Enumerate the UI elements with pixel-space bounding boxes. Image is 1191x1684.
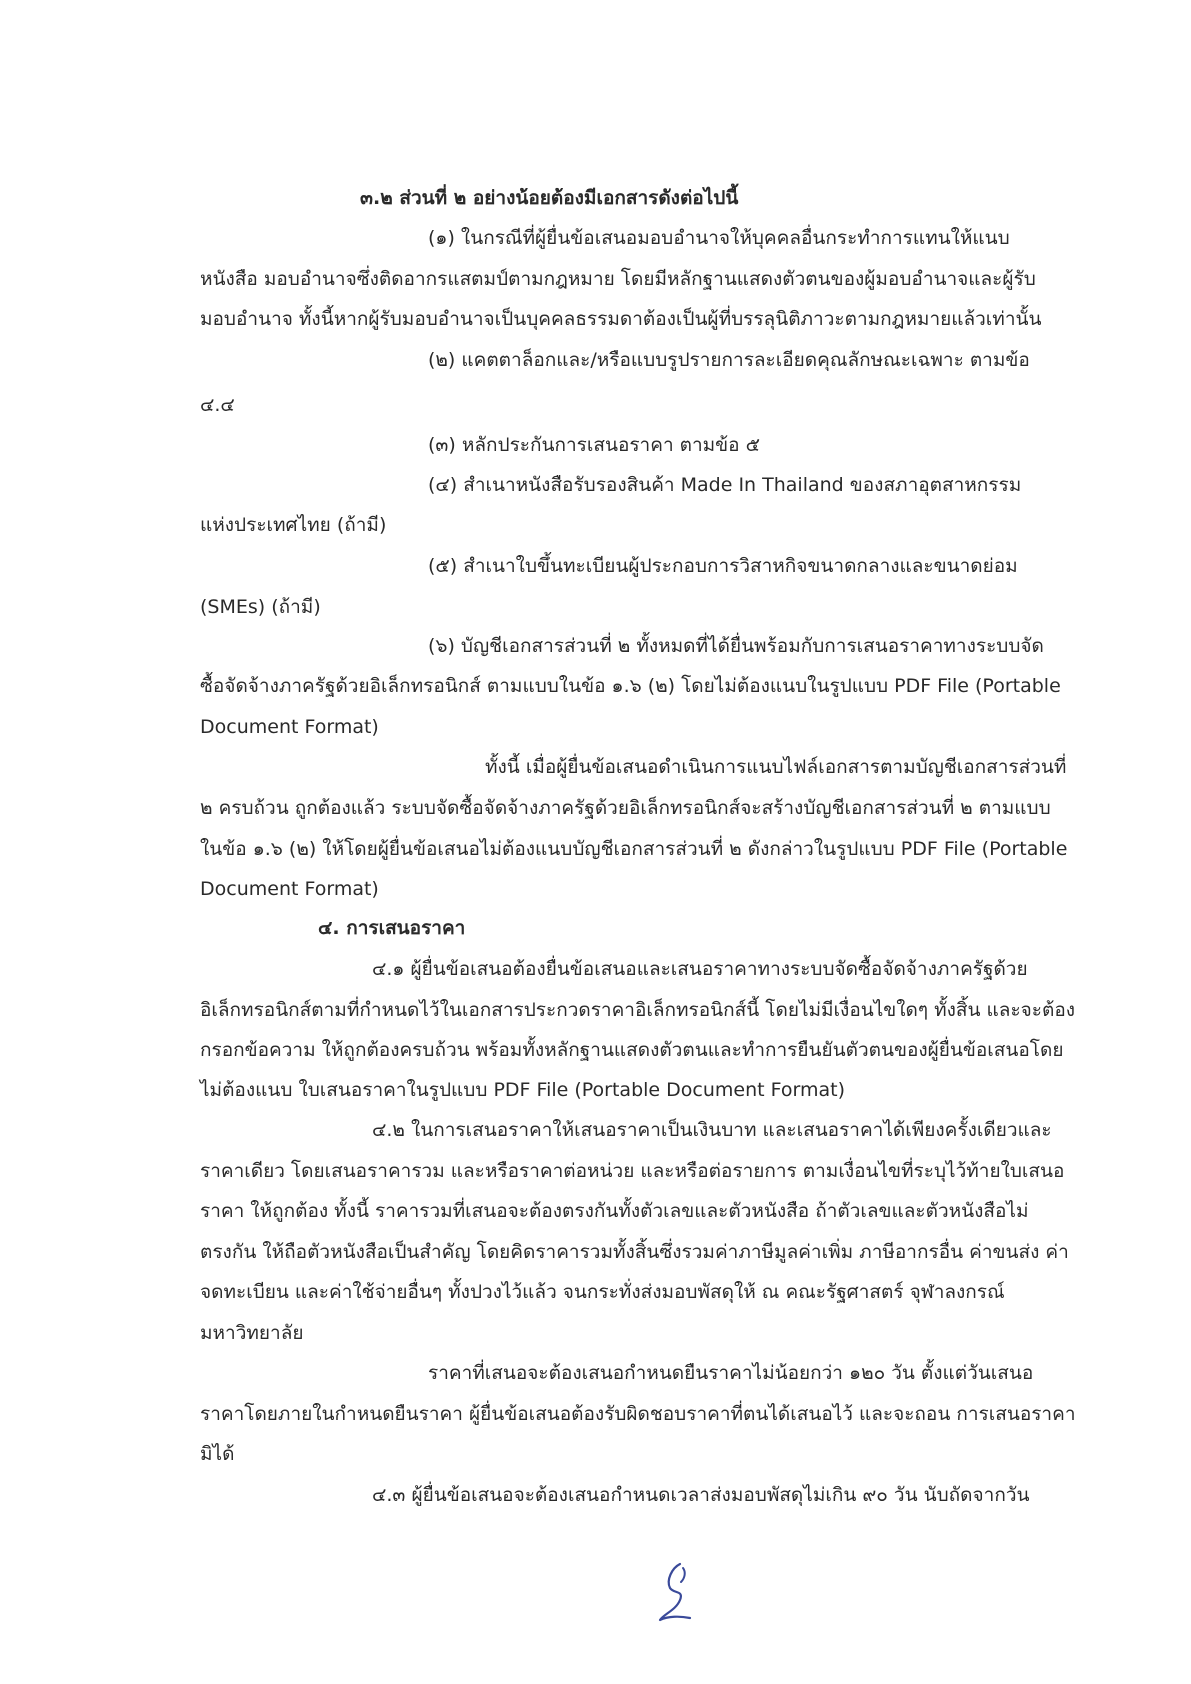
text-line-16: ๒ ครบถ้วน ถูกต้องแล้ว ระบบจัดซื้อจัดจ้างภาครัฐด้วยอิเล็กทรอนิกส์จะสร้างบัญชีเอกสารส่วนที่ ๒ ตามแบบ [200, 797, 1051, 819]
text-line-7: (๓) หลักประกันการเสนอราคา ตามข้อ ๕ [428, 434, 760, 456]
text-line-28: จดทะเบียน และค่าใช้จ่ายอื่นๆ ทั้งปวงไว้แล้ว จนกระทั่งส่งมอบพัสดุให้ ณ คณะรัฐศาสตร์ จุฬาลงกรณ์ [200, 1281, 1005, 1303]
text-line-6: ๔.๔ [200, 394, 235, 416]
handwritten-initials [650, 1558, 700, 1628]
text-line-18: Document Format) [200, 878, 379, 900]
text-line-22: กรอกข้อความ ให้ถูกต้องครบถ้วน พร้อมทั้งหลักฐานแสดงตัวตนและทำการยืนยันตัวตนของผู้ยื่นข้อเสนอโดย [200, 1039, 1064, 1061]
text-line-11: (SMEs) (ถ้ามี) [200, 596, 321, 618]
text-line-32: มิได้ [200, 1443, 235, 1465]
text-line-23: ไม่ต้องแนบ ใบเสนอราคาในรูปแบบ PDF File (Portable Document Format) [200, 1079, 845, 1101]
text-line-4: มอบอำนาจ ทั้งนี้หากผู้รับมอบอำนาจเป็นบุคคลธรรมดาต้องเป็นผู้ที่บรรลุนิติภาวะตามกฎหมายแล้วเท่านั้น [200, 308, 1042, 330]
text-line-10: (๕) สำเนาใบขึ้นทะเบียนผู้ประกอบการวิสาหกิจขนาดกลางและขนาดย่อม [428, 555, 1018, 577]
text-line-20: ๔.๑ ผู้ยื่นข้อเสนอต้องยื่นข้อเสนอและเสนอราคาทางระบบจัดซื้อจัดจ้างภาครัฐด้วย [372, 958, 1028, 980]
text-line-13: ซื้อจัดจ้างภาครัฐด้วยอิเล็กทรอนิกส์ ตามแบบในข้อ ๑.๖ (๒) โดยไม่ต้องแนบในรูปแบบ PDF File (Portable [200, 675, 1061, 697]
text-line-30: ราคาที่เสนอจะต้องเสนอกำหนดยืนราคาไม่น้อยกว่า ๑๒๐ วัน ตั้งแต่วันเสนอ [428, 1362, 1034, 1384]
text-line-21: อิเล็กทรอนิกส์ตามที่กำหนดไว้ในเอกสารประกวดราคาอิเล็กทรอนิกส์นี้ โดยไม่มีเงื่อนไขใดๆ ทั้งสิ้น และจะต้อง [200, 999, 1076, 1021]
text-line-3: หนังสือ มอบอำนาจซึ่งติดอากรแสตมป์ตามกฎหมาย โดยมีหลักฐานแสดงตัวตนของผู้มอบอำนาจและผู้รับ [200, 268, 1036, 290]
text-line-12: (๖) บัญชีเอกสารส่วนที่ ๒ ทั้งหมดที่ได้ยื่นพร้อมกับการเสนอราคาทางระบบจัด [428, 635, 1044, 657]
text-line-1: ๓.๒ ส่วนที่ ๒ อย่างน้อยต้องมีเอกสารดังต่อไปนี้ [360, 187, 739, 209]
text-line-14: Document Format) [200, 716, 379, 738]
text-line-24: ๔.๒ ในการเสนอราคาให้เสนอราคาเป็นเงินบาท และเสนอราคาได้เพียงครั้งเดียวและ [372, 1119, 1052, 1141]
text-line-31: ราคาโดยภายในกำหนดยืนราคา ผู้ยื่นข้อเสนอต้องรับผิดชอบราคาที่ตนได้เสนอไว้ และจะถอน การเสนอราคา [200, 1403, 1076, 1425]
text-line-9: แห่งประเทศไทย (ถ้ามี) [200, 514, 387, 536]
text-line-17: ในข้อ ๑.๖ (๒) ให้โดยผู้ยื่นข้อเสนอไม่ต้องแนบบัญชีเอกสารส่วนที่ ๒ ดังกล่าวในรูปแบบ PDF File (Portable [200, 838, 1068, 860]
text-line-2: (๑) ในกรณีที่ผู้ยื่นข้อเสนอมอบอำนาจให้บุคคลอื่นกระทำการแทนให้แนบ [428, 227, 1010, 249]
text-line-8: (๔) สำเนาหนังสือรับรองสินค้า Made In Thailand ของสภาอุตสาหกรรม [428, 474, 1022, 496]
text-line-29: มหาวิทยาลัย [200, 1322, 304, 1344]
text-line-25: ราคาเดียว โดยเสนอราคารวม และหรือราคาต่อหน่วย และหรือต่อรายการ ตามเงื่อนไขที่ระบุไว้ท้ายใบเสนอ [200, 1160, 1065, 1182]
text-line-27: ตรงกัน ให้ถือตัวหนังสือเป็นสำคัญ โดยคิดราคารวมทั้งสิ้นซึ่งรวมค่าภาษีมูลค่าเพิ่ม ภาษีอากรอื่น ค่าขนส่ง ค่า [200, 1241, 1069, 1263]
text-line-15: ทั้งนี้ เมื่อผู้ยื่นข้อเสนอดำเนินการแนบไฟล์เอกสารตามบัญชีเอกสารส่วนที่ [485, 756, 1067, 778]
text-line-33: ๔.๓ ผู้ยื่นข้อเสนอจะต้องเสนอกำหนดเวลาส่งมอบพัสดุไม่เกิน ๙๐ วัน นับถัดจากวัน [372, 1484, 1030, 1506]
text-line-26: ราคา ให้ถูกต้อง ทั้งนี้ ราคารวมที่เสนอจะต้องตรงกันทั้งตัวเลขและตัวหนังสือ ถ้าตัวเลขและตัวหนังสือไม่ [200, 1200, 1029, 1222]
text-line-19: ๔. การเสนอราคา [318, 917, 466, 939]
text-line-5: (๒) แคตตาล็อกและ/หรือแบบรูปรายการละเอียดคุณลักษณะเฉพาะ ตามข้อ [428, 349, 1030, 371]
